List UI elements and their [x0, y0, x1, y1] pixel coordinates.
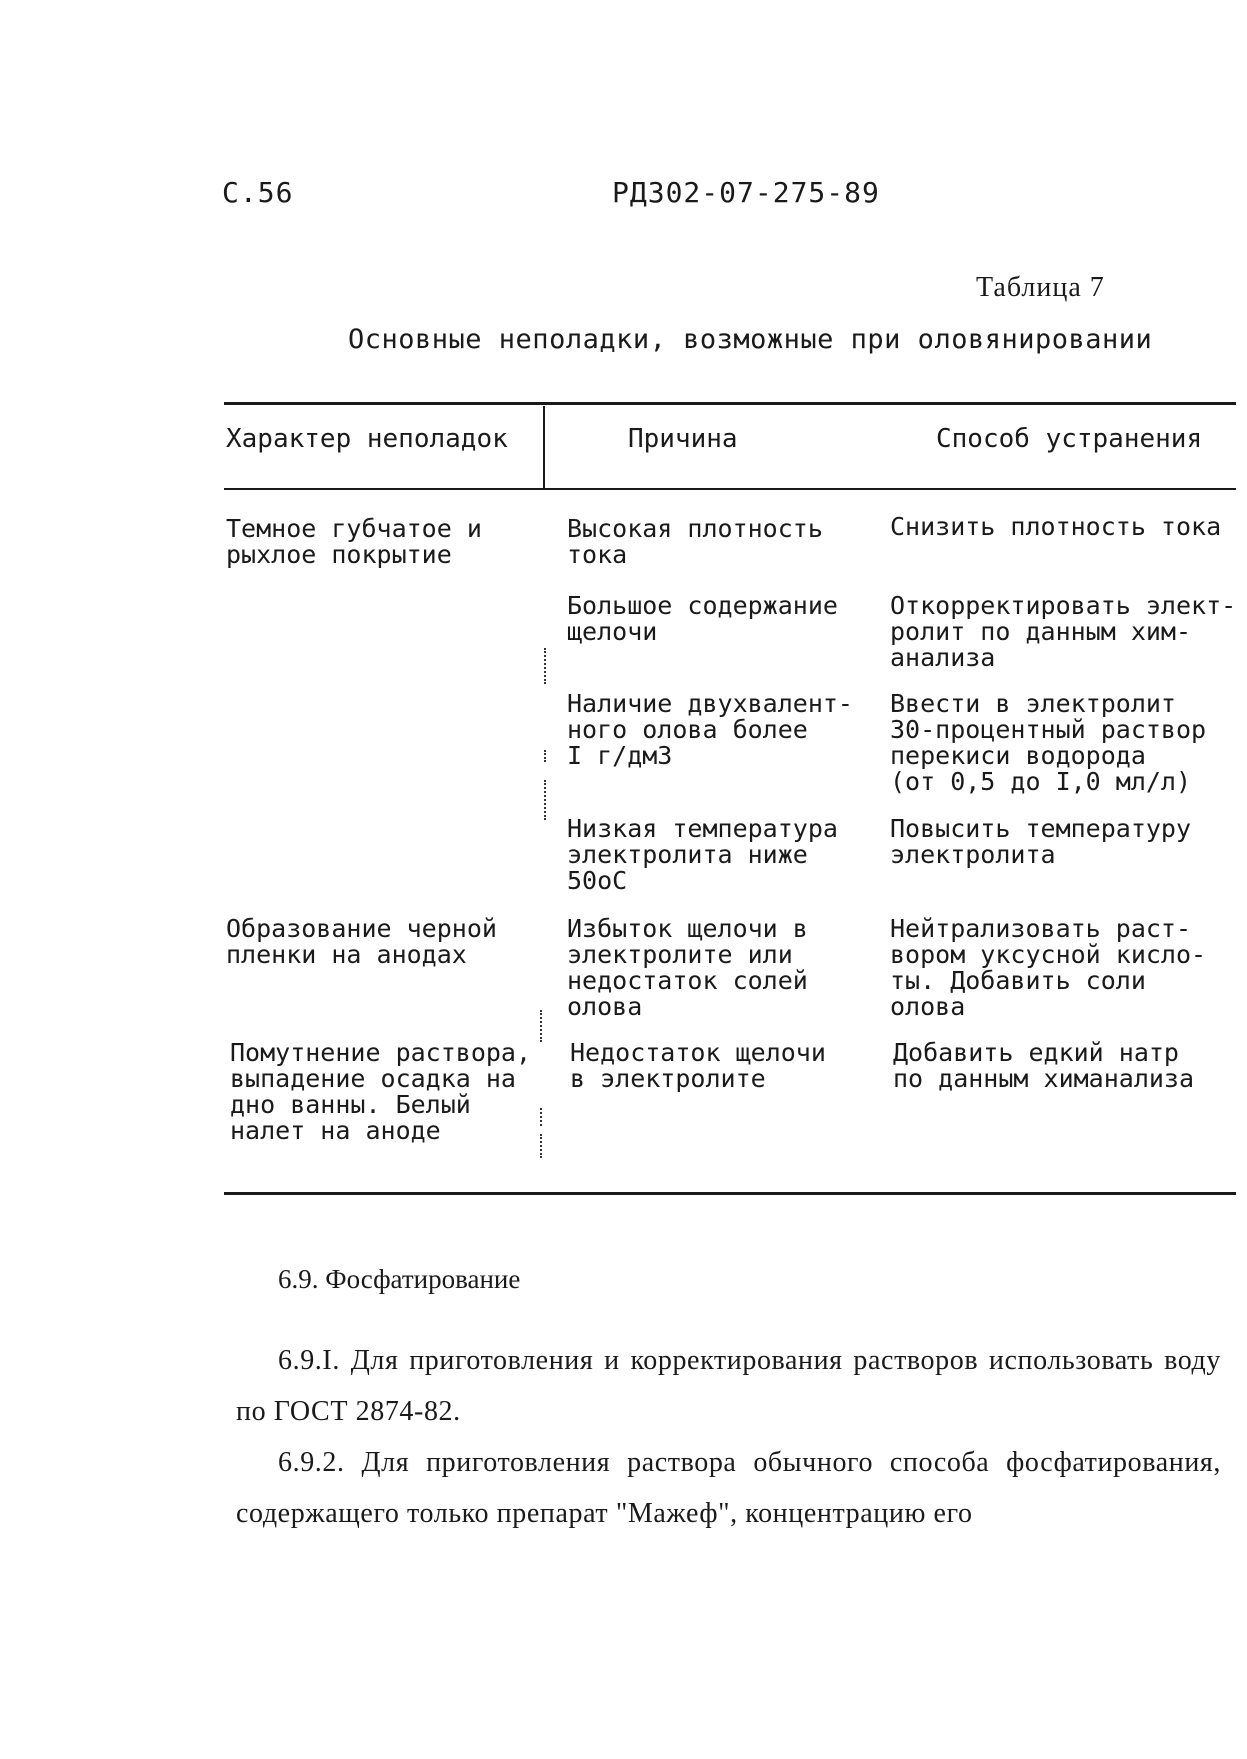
column-separator-mark: [544, 648, 546, 684]
cell-cause: Высокая плотность тока: [567, 514, 823, 569]
column-header-defect: Характер неполадок: [226, 424, 508, 454]
cell-cause: Недостаток щелочи в электролите: [570, 1038, 826, 1093]
page-number: С.56: [222, 176, 294, 209]
table-top-rule: [224, 402, 1236, 405]
header-divider: [543, 406, 545, 488]
table-header-rule: [224, 488, 1236, 490]
table-number: Таблица 7: [976, 272, 1105, 303]
cell-defect: Образование черной пленки на анодах: [226, 914, 497, 969]
cell-remedy: Откорректировать элект- ролит по данным хим- анализа: [890, 591, 1237, 672]
column-separator-mark: [540, 1134, 542, 1158]
cell-defect: Помутнение раствора, выпадение осадка на дно ванны. Белый налет на аноде: [230, 1038, 532, 1145]
column-separator-mark: [544, 750, 546, 762]
cell-cause: Низкая температура электролита ниже 50оС: [567, 814, 838, 895]
table-bottom-rule: [224, 1192, 1236, 1195]
cell-remedy: Снизить плотность тока: [890, 512, 1222, 541]
paragraph: 6.9.2. Для приготовления раствора обычного способа фосфатирования, содержащего только препарат "Мажеф", концентрацию его: [236, 1447, 1221, 1529]
cell-cause: Избыток щелочи в электролите или недостаток солей олова: [567, 914, 808, 1021]
section-heading: 6.9. Фосфатирование: [278, 1264, 521, 1294]
cell-cause: Большое содержание щелочи: [567, 591, 838, 646]
paragraph: 6.9.I. Для приготовления и корректирования растворов использовать воду по ГОСТ 2874-82.: [236, 1345, 1221, 1427]
cell-remedy: Добавить едкий натр по данным химанализа: [893, 1038, 1195, 1093]
column-header-cause: Причина: [628, 424, 738, 454]
column-header-remedy: Способ устранения: [936, 424, 1203, 454]
column-separator-mark: [544, 780, 546, 820]
cell-cause: Наличие двухвалент- ного олова более I г/дм3: [567, 689, 853, 770]
cell-defect: Темное губчатое и рыхлое покрытие: [226, 514, 482, 569]
column-separator-mark: [540, 1108, 542, 1126]
table-title: Основные неполадки, возможные при оловянировании: [348, 324, 1153, 355]
document-code: РД302-07-275-89: [612, 176, 880, 209]
cell-remedy: Нейтрализовать раст- вором уксусной кисло- ты. Добавить соли олова: [890, 914, 1207, 1021]
column-separator-mark: [540, 1010, 542, 1042]
cell-remedy: Ввести в электролит 30-процентный раствор перекиси водорода (от 0,5 до I,0 мл/л): [890, 689, 1207, 796]
cell-remedy: Повысить температуру электролита: [890, 814, 1192, 869]
